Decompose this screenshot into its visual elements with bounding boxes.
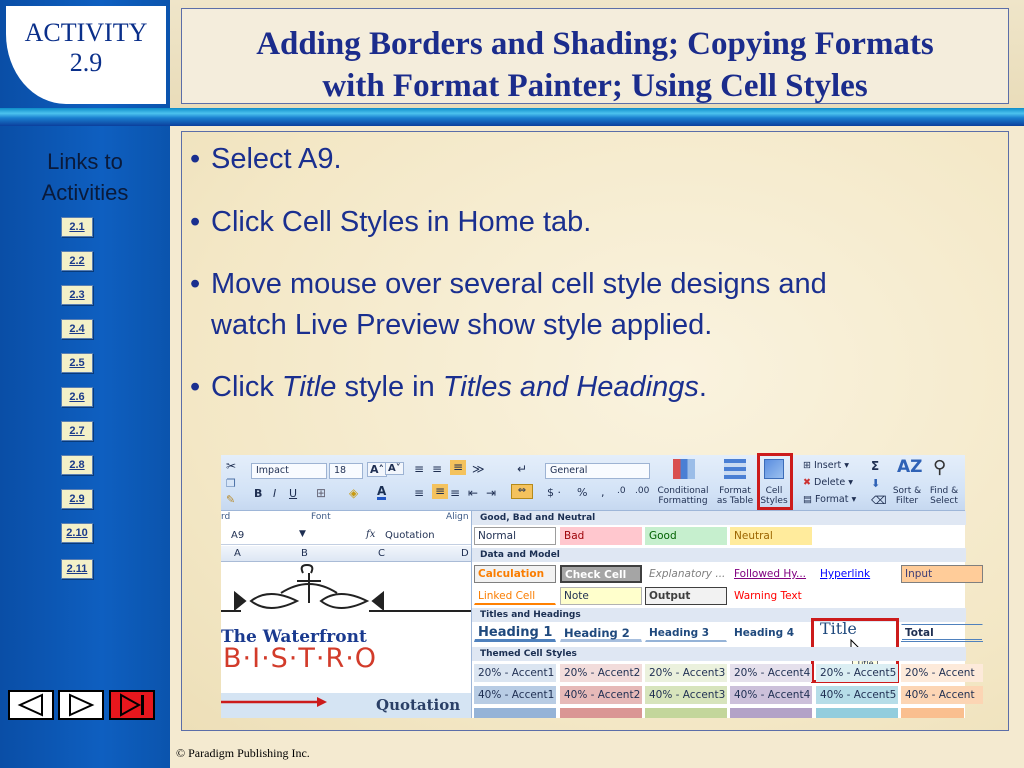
column-header-d[interactable]: D	[461, 548, 469, 559]
header-stripe	[0, 108, 1024, 126]
style-total[interactable]: Total	[901, 624, 983, 642]
previous-slide-button[interactable]	[8, 690, 54, 720]
slide-title	[181, 8, 1009, 104]
grow-font-icon[interactable]: A˄	[367, 462, 387, 477]
style-linked-cell[interactable]: Linked Cell	[474, 587, 556, 605]
style-40-accent5[interactable]: 40% - Accent5	[816, 686, 898, 704]
format-as-table-button[interactable]: Format as Table	[716, 486, 754, 506]
fill-icon[interactable]: ⬇	[871, 477, 881, 490]
font-name-box[interactable]: Impact	[251, 463, 327, 479]
style-heading-2[interactable]: Heading 2	[560, 624, 642, 642]
font-size-box[interactable]: 18	[329, 463, 363, 479]
align-bottom-icon[interactable]: ≡	[450, 460, 466, 475]
align-left-icon[interactable]: ≡	[414, 486, 425, 500]
wrap-text-icon[interactable]: ↵	[517, 462, 528, 476]
style-20-accent3[interactable]: 20% - Accent3	[645, 664, 727, 682]
section-data-model: Data and Model	[472, 548, 966, 562]
style-calculation[interactable]: Calculation	[474, 565, 556, 583]
font-group-label: Font	[311, 512, 331, 522]
conditional-formatting-icon[interactable]	[673, 459, 695, 479]
link-activity-2-6[interactable]: 2.6	[61, 387, 93, 407]
style-20-accent5[interactable]: 20% - Accent5	[816, 664, 898, 682]
underline-icon[interactable]: U	[289, 487, 298, 500]
style-explanatory[interactable]: Explanatory ...	[649, 568, 726, 580]
format-painter-icon[interactable]: ✎	[226, 493, 236, 506]
style-neutral[interactable]: Neutral	[730, 527, 812, 545]
bullet-text: Click Title style in Titles and Headings.	[211, 371, 707, 403]
style-heading-1[interactable]: Heading 1	[474, 624, 556, 642]
style-good[interactable]: Good	[645, 527, 727, 545]
link-activity-2-4[interactable]: 2.4	[61, 319, 93, 339]
cut-icon[interactable]: ✂	[226, 459, 237, 473]
style-warning-text[interactable]: Warning Text	[734, 590, 802, 602]
comma-icon[interactable]: ,	[601, 486, 605, 499]
font-color-icon[interactable]: A	[377, 484, 387, 498]
footer-copyright: © Paradigm Publishing Inc.	[176, 746, 310, 760]
style-normal[interactable]: Normal	[474, 527, 556, 545]
clear-icon[interactable]: ⌫	[871, 494, 887, 507]
section-good-bad-neutral: Good, Bad and Neutral	[472, 511, 966, 525]
link-activity-2-1[interactable]: 2.1	[61, 217, 93, 237]
column-header-a[interactable]: A	[234, 548, 241, 559]
decrease-indent-icon[interactable]: ⇤	[468, 486, 479, 500]
arrow-right-icon	[60, 692, 102, 718]
activity-label: ACTIVITY	[24, 18, 148, 47]
activity-number: 2.9	[69, 48, 103, 77]
align-top-icon[interactable]: ≡	[414, 462, 425, 476]
bullet-text: Select A9.	[211, 143, 342, 175]
style-40-accent2[interactable]: 40% - Accent2	[560, 686, 642, 704]
percent-icon[interactable]: %	[577, 486, 588, 499]
bullet-text: watch Live Preview show style applied.	[211, 309, 713, 341]
conditional-formatting-button[interactable]: Conditional Formatting	[657, 486, 709, 506]
excel-screenshot	[221, 455, 975, 718]
style-20-accent2[interactable]: 20% - Accent2	[560, 664, 642, 682]
sort-filter-icon[interactable]: AZ	[897, 457, 923, 477]
style-40-accent3[interactable]: 40% - Accent3	[645, 686, 727, 704]
copy-icon[interactable]: ❐	[226, 477, 236, 490]
shrink-font-icon[interactable]: A˅	[385, 462, 404, 475]
cell-styles-button[interactable]: Cell Styles	[760, 486, 788, 506]
align-right-icon[interactable]: ≡	[450, 486, 461, 500]
column-header-b[interactable]: B	[301, 548, 308, 559]
binoculars-icon[interactable]: ⚲	[933, 457, 947, 478]
bullet-text: Click Cell Styles in Home tab.	[211, 206, 592, 238]
name-box-dropdown-icon[interactable]: ▼	[299, 529, 306, 539]
align-middle-icon[interactable]: ≡	[432, 462, 443, 476]
style-hyperlink[interactable]: Hyperlink	[820, 568, 871, 580]
bistro-wordmark: B·I·S·T·R·O	[223, 643, 378, 674]
style-output[interactable]: Output	[645, 587, 727, 605]
function-icon[interactable]: fx	[366, 529, 376, 540]
quotation-cell[interactable]: Quotation	[376, 696, 461, 714]
style-60-accent-row[interactable]	[474, 708, 964, 718]
style-heading-4[interactable]: Heading 4	[734, 627, 795, 639]
autosum-icon[interactable]: Σ	[871, 459, 880, 473]
find-select-button[interactable]: Find & Select	[929, 486, 959, 506]
bullet-text: Move mouse over several cell style designs and	[211, 268, 827, 300]
section-titles-headings: Titles and Headings	[472, 608, 966, 622]
increase-decimal-icon[interactable]: .0	[617, 486, 626, 496]
bullet-dot: •	[190, 268, 201, 300]
bullet-dot: •	[190, 206, 201, 238]
bistro-name: The Waterfront	[221, 627, 367, 647]
link-activity-2-9[interactable]: 2.9	[61, 489, 93, 509]
decrease-decimal-icon[interactable]: .00	[635, 486, 650, 496]
format-as-table-icon[interactable]	[724, 459, 746, 479]
arrow-end-icon	[111, 692, 153, 718]
link-activity-2-2[interactable]: 2.2	[61, 251, 93, 271]
number-format-box[interactable]: General	[545, 463, 650, 479]
italic-icon[interactable]: I	[273, 487, 277, 500]
style-40-accent6[interactable]: 40% - Accent	[901, 686, 983, 704]
insert-button[interactable]: ⊞ Insert ▾	[803, 460, 850, 471]
style-title[interactable]: Title	[820, 619, 857, 638]
style-bad[interactable]: Bad	[560, 527, 642, 545]
style-input[interactable]: Input	[901, 565, 983, 583]
link-activity-2-7[interactable]: 2.7	[61, 421, 93, 441]
links-heading-line1: Links to	[47, 149, 123, 174]
links-heading-line2: Activities	[41, 180, 129, 205]
link-activity-2-5[interactable]: 2.5	[61, 353, 93, 373]
style-20-accent6[interactable]: 20% - Accent	[901, 664, 983, 682]
formula-bar	[221, 527, 471, 545]
orientation-icon[interactable]: ≫	[472, 462, 485, 476]
link-activity-2-10[interactable]: 2.10	[61, 523, 93, 543]
red-arrow-icon	[221, 695, 331, 709]
style-followed-hyperlink[interactable]: Followed Hy...	[734, 568, 807, 580]
style-check-cell[interactable]: Check Cell	[560, 565, 642, 583]
style-heading-3[interactable]: Heading 3	[645, 624, 727, 642]
style-40-accent4[interactable]: 40% - Accent4	[730, 686, 812, 704]
link-activity-2-11[interactable]: 2.11	[61, 559, 93, 579]
last-slide-button[interactable]	[109, 690, 155, 720]
alignment-group-label: Align	[446, 512, 469, 522]
style-20-accent4[interactable]: 20% - Accent4	[730, 664, 812, 682]
column-headers	[221, 546, 471, 562]
borders-icon[interactable]: ⊞	[316, 486, 327, 500]
cell-styles-highlight	[757, 453, 793, 510]
style-note[interactable]: Note	[560, 587, 642, 605]
name-box[interactable]: A9	[231, 530, 245, 541]
style-40-accent1[interactable]: 40% - Accent1	[474, 686, 556, 704]
format-button[interactable]: ▤ Format ▾	[803, 494, 857, 505]
fill-color-icon[interactable]: ◈	[349, 486, 359, 500]
title-line-2: with Format Painter; Using Cell Styles	[322, 68, 868, 104]
cell-styles-gallery	[471, 511, 975, 718]
next-slide-button[interactable]	[58, 690, 104, 720]
delete-button[interactable]: ✖ Delete ▾	[803, 477, 854, 488]
section-themed-cell-styles: Themed Cell Styles	[472, 647, 966, 661]
style-20-accent1[interactable]: 20% - Accent1	[474, 664, 556, 682]
formula-input[interactable]: Quotation	[385, 530, 435, 541]
excel-ribbon	[221, 455, 965, 511]
sort-filter-button[interactable]: Sort & Filter	[892, 486, 922, 506]
merge-center-icon[interactable]: ⇔	[511, 484, 533, 499]
link-activity-2-3[interactable]: 2.3	[61, 285, 93, 305]
increase-indent-icon[interactable]: ⇥	[486, 486, 497, 500]
bold-icon[interactable]: B	[254, 487, 263, 500]
title-line-1: Adding Borders and Shading; Copying Formats	[256, 26, 934, 62]
bullet-dot: •	[190, 143, 201, 175]
link-activity-2-8[interactable]: 2.8	[61, 455, 93, 475]
currency-icon[interactable]: $ ·	[547, 486, 561, 499]
links-heading	[0, 146, 170, 208]
align-center-icon[interactable]: ≡	[432, 484, 448, 499]
arrow-left-icon	[10, 692, 52, 718]
bullet-dot: •	[190, 371, 201, 403]
activity-badge	[6, 6, 166, 104]
column-header-c[interactable]: C	[378, 548, 385, 559]
clipboard-group-label: rd	[221, 512, 231, 522]
